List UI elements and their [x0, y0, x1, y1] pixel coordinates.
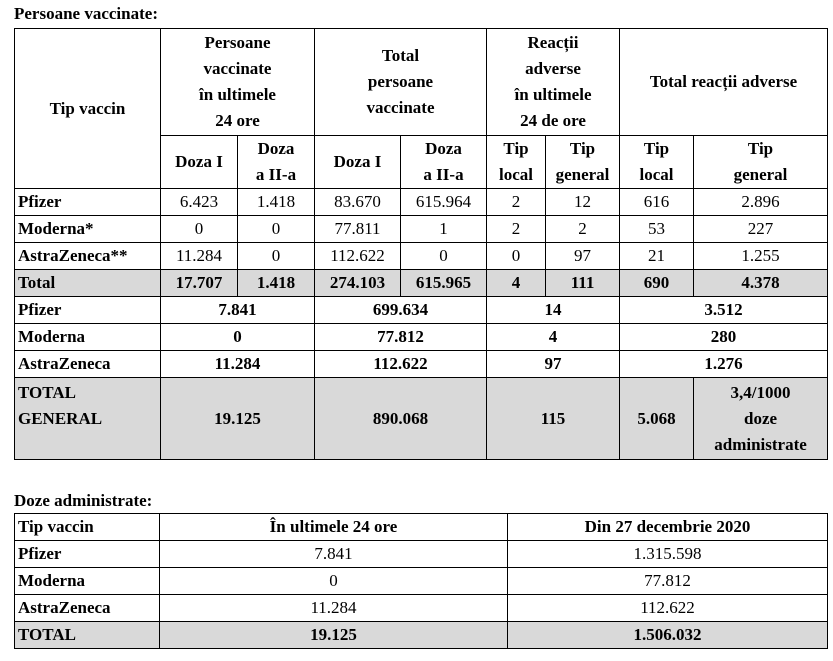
total-row [15, 622, 828, 649]
row-label: Pfizer [15, 189, 161, 216]
cell: 112.622 [508, 595, 828, 622]
header-last-24h: În ultimele 24 ore [160, 514, 508, 541]
header-tip-local-total: Tip local [620, 136, 694, 189]
cell: 1.315.598 [508, 541, 828, 568]
cell: 0 [161, 324, 315, 351]
cell: 0 [401, 243, 487, 270]
cell: 0 [238, 243, 315, 270]
cell: 77.812 [315, 324, 487, 351]
cell: 115 [487, 378, 620, 460]
cell: 17.707 [161, 270, 238, 297]
table-row [15, 595, 828, 622]
cell: 77.812 [508, 568, 828, 595]
header-tip-general-total: Tip general [694, 136, 828, 189]
cell: 274.103 [315, 270, 401, 297]
cell: 615.964 [401, 189, 487, 216]
header-doza2-total: Doza a II-a [401, 136, 487, 189]
cell: 2 [487, 189, 546, 216]
header-tip-vaccin: Tip vaccin [15, 29, 161, 189]
cell: 112.622 [315, 243, 401, 270]
cell: 280 [620, 324, 828, 351]
table-row [15, 216, 828, 243]
header-doza1-total: Doza I [315, 136, 401, 189]
row-label: Total [15, 270, 161, 297]
cell: 1.255 [694, 243, 828, 270]
cell: 3,4/1000 doze administrate [694, 378, 828, 460]
cell: 0 [161, 216, 238, 243]
row-label: AstraZeneca [15, 595, 160, 622]
table-row [15, 541, 828, 568]
general-total-row [15, 378, 828, 460]
cell: 1.418 [238, 270, 315, 297]
cell: 3.512 [620, 297, 828, 324]
summary-row [15, 297, 828, 324]
row-label: Pfizer [15, 541, 160, 568]
cell: 4 [487, 324, 620, 351]
table-row [15, 568, 828, 595]
section-title-vaccinated: Persoane vaccinate: [14, 4, 158, 23]
row-label: AstraZeneca** [15, 243, 161, 270]
total-row [15, 270, 828, 297]
cell: 0 [487, 243, 546, 270]
row-label: Moderna [15, 568, 160, 595]
row-label: TOTAL [15, 622, 160, 649]
cell: 1.418 [238, 189, 315, 216]
cell: 4.378 [694, 270, 828, 297]
header-doza1: Doza I [161, 136, 238, 189]
doses-table [14, 513, 828, 649]
cell: 2 [546, 216, 620, 243]
row-label: TOTAL GENERAL [15, 378, 161, 460]
table-row [15, 243, 828, 270]
cell: 2 [487, 216, 546, 243]
cell: 6.423 [161, 189, 238, 216]
header-row [15, 514, 828, 541]
cell: 1.506.032 [508, 622, 828, 649]
header-tip-vaccin: Tip vaccin [15, 514, 160, 541]
cell: 0 [238, 216, 315, 243]
cell: 112.622 [315, 351, 487, 378]
header-group-total-reactions: Total reacții adverse [620, 29, 828, 136]
cell: 699.634 [315, 297, 487, 324]
cell: 111 [546, 270, 620, 297]
vaccinated-table [14, 28, 828, 460]
cell: 5.068 [620, 378, 694, 460]
header-row-1 [15, 29, 828, 136]
row-label: Moderna [15, 324, 161, 351]
cell: 97 [546, 243, 620, 270]
cell: 690 [620, 270, 694, 297]
row-label: Pfizer [15, 297, 161, 324]
cell: 14 [487, 297, 620, 324]
header-group-24h: Persoane vaccinate în ultimele 24 ore [161, 29, 315, 136]
cell: 615.965 [401, 270, 487, 297]
cell: 616 [620, 189, 694, 216]
cell: 11.284 [161, 351, 315, 378]
header-group-reactions-24h: Reacții adverse în ultimele 24 de ore [487, 29, 620, 136]
header-since-date: Din 27 decembrie 2020 [508, 514, 828, 541]
row-label: Moderna* [15, 216, 161, 243]
row-label: AstraZeneca [15, 351, 161, 378]
cell: 11.284 [160, 595, 508, 622]
cell: 83.670 [315, 189, 401, 216]
cell: 11.284 [161, 243, 238, 270]
cell: 890.068 [315, 378, 487, 460]
summary-row [15, 324, 828, 351]
cell: 97 [487, 351, 620, 378]
cell: 21 [620, 243, 694, 270]
summary-row [15, 351, 828, 378]
cell: 1.276 [620, 351, 828, 378]
cell: 12 [546, 189, 620, 216]
table-row [15, 189, 828, 216]
cell: 53 [620, 216, 694, 243]
cell: 77.811 [315, 216, 401, 243]
header-tip-local: Tip local [487, 136, 546, 189]
cell: 227 [694, 216, 828, 243]
header-tip-general: Tip general [546, 136, 620, 189]
cell: 0 [160, 568, 508, 595]
section-title-doses: Doze administrate: [14, 491, 153, 510]
cell: 4 [487, 270, 546, 297]
cell: 2.896 [694, 189, 828, 216]
cell: 19.125 [160, 622, 508, 649]
cell: 7.841 [161, 297, 315, 324]
header-group-total: Total persoane vaccinate [315, 29, 487, 136]
header-doza2: Doza a II-a [238, 136, 315, 189]
cell: 1 [401, 216, 487, 243]
cell: 19.125 [161, 378, 315, 460]
cell: 7.841 [160, 541, 508, 568]
